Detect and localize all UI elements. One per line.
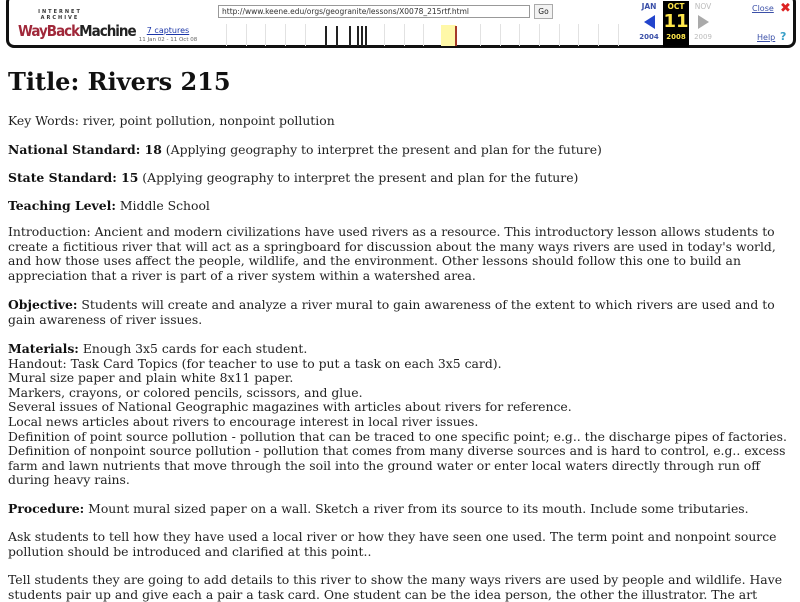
- year-tick: [598, 24, 599, 46]
- year-tick: [500, 24, 501, 46]
- prev-year[interactable]: 2004: [639, 33, 659, 41]
- paragraph-line: students pair up and give each a pair a task card. One student can be the idea person, the other the illustrator. The art: [8, 586, 758, 602]
- captures-info: [128, 26, 208, 43]
- intro-line: Introduction: Ancient and modern civilizations have used rivers as a resource. This introductory lesson allows students to: [8, 224, 775, 239]
- year-tick: [539, 24, 540, 46]
- national-standard-text: (Applying geography to interpret the present and plan for the future): [161, 142, 602, 157]
- intro-line: create a fictitious river that will act as a springboard for discussion about the many ways rivers are used in today's world,: [8, 238, 776, 254]
- current-capture-mark[interactable]: [455, 26, 457, 46]
- year-tick: [519, 24, 520, 46]
- materials-item: farm and lawn nutrients that move through the soil into the ground water or enter local waters directly through run off: [8, 457, 761, 473]
- materials-label: Materials:: [8, 341, 79, 356]
- state-standard: [8, 171, 578, 186]
- year-tick: [480, 24, 481, 46]
- materials-item: Markers, crayons, or colored pencils, scissors, and glue.: [8, 384, 363, 400]
- year-tick: [305, 24, 306, 46]
- lesson-document: [8, 60, 800, 602]
- year-tick: [559, 24, 560, 46]
- wayback-logo[interactable]: [18, 9, 136, 40]
- national-standard-label: National Standard: 18: [8, 142, 162, 157]
- paragraph-line: pollution should be introduced and clarified at this point..: [8, 543, 372, 559]
- intro-line: appreciation that a river is part of a river system within a watershed area.: [8, 267, 476, 283]
- help-icon[interactable]: ?: [780, 30, 787, 43]
- close-link[interactable]: Close: [752, 4, 774, 13]
- national-standard: [8, 143, 602, 158]
- year-tick: [285, 24, 286, 46]
- next-capture: [690, 1, 716, 41]
- materials-item: Handout: Task Card Topics (for teacher to use to put a task on each 3x5 card).: [8, 355, 502, 371]
- key-words: Key Words: river, point pollution, nonpoint pollution: [8, 113, 335, 128]
- year-tick: [423, 24, 424, 46]
- materials-item: Definition of nonpoint source pollution - pollution that comes from many diverse sources and is hard to control, e.g.. excess: [8, 443, 786, 459]
- year-tick: [246, 24, 247, 46]
- date-navigator: [636, 1, 716, 47]
- logo-wayback-machine: WayBackMachine: [18, 22, 136, 40]
- url-input[interactable]: http://www.keene.edu/orgs/geogranite/lessons/X0078_215rtf.html: [218, 5, 530, 18]
- year-tick: [226, 24, 227, 46]
- paragraph-line: Ask students to tell how they have used a local river or how they have seen one used. The term point and nonpoint source: [8, 529, 777, 544]
- procedure-text: Mount mural sized paper on a wall. Sketch a river from its source to its mouth. Include some tributaries.: [84, 501, 749, 516]
- go-button[interactable]: Go: [534, 4, 553, 19]
- captures-link[interactable]: 7 captures: [146, 26, 190, 35]
- introduction: [8, 225, 798, 283]
- procedure-step-tell: [8, 573, 798, 602]
- intro-line: and how those uses affect the people, wildlife, and the environment. Other lessons should follow this one to build an: [8, 253, 741, 269]
- objective-text-cont: gain awareness of river issues.: [8, 311, 203, 327]
- capture-mark[interactable]: [365, 26, 367, 46]
- next-year: 2009: [694, 33, 712, 41]
- materials-item: Mural size paper and plain white 8x11 paper.: [8, 370, 294, 386]
- materials-item: during heavy rains.: [8, 472, 130, 488]
- procedure-label: Procedure:: [8, 501, 85, 516]
- year-tick: [618, 24, 619, 46]
- capture-mark[interactable]: [325, 26, 327, 46]
- captures-range: 11 Jan 02 - 11 Oct 08: [138, 37, 198, 43]
- state-standard-text: (Applying geography to interpret the present and plan for the future): [138, 170, 579, 185]
- teaching-level-label: Teaching Level:: [8, 198, 116, 213]
- year-tick: [384, 24, 385, 46]
- objective-label: Objective:: [8, 297, 78, 312]
- next-arrow-icon: [698, 15, 709, 29]
- capture-mark[interactable]: [336, 26, 338, 46]
- materials: [8, 342, 800, 488]
- logo-internet-archive: INTERNET ARCHIVE: [38, 9, 82, 21]
- teaching-level-text: Middle School: [115, 198, 210, 213]
- teaching-level: [8, 199, 210, 214]
- capture-mark[interactable]: [357, 26, 359, 46]
- help-link[interactable]: Help: [757, 33, 776, 42]
- next-month: NOV: [694, 2, 712, 11]
- materials-item: Enough 3x5 cards for each student.: [78, 341, 308, 356]
- page-title: Title: Rivers 215: [8, 67, 231, 96]
- current-year-highlight: [441, 25, 456, 46]
- materials-item: Several issues of National Geographic magazines with articles about rivers for reference.: [8, 399, 572, 415]
- materials-item: Local news articles about rivers to encourage interest in local river issues.: [8, 413, 479, 429]
- capture-sparkline[interactable]: [212, 24, 622, 46]
- capture-mark[interactable]: [349, 26, 351, 46]
- objective-text: Students will create and analyze a river mural to gain awareness of the extent to which rivers are used and to: [77, 297, 775, 312]
- close-icon[interactable]: ✖: [780, 1, 791, 16]
- current-year: 2008: [666, 33, 686, 41]
- capture-mark[interactable]: [361, 26, 363, 46]
- prev-month[interactable]: JAN: [641, 2, 657, 11]
- state-standard-label: State Standard: 15: [8, 170, 139, 185]
- procedure: [8, 502, 749, 517]
- wayback-toolbar: [0, 0, 800, 52]
- year-tick: [265, 24, 266, 46]
- paragraph-line: Tell students they are going to add details to this river to show the many ways rivers are used by people and wildlife. Have: [8, 572, 783, 587]
- procedure-step-ask: [8, 530, 798, 559]
- current-capture: [663, 1, 689, 47]
- prev-capture[interactable]: [636, 1, 662, 41]
- current-day: 11: [663, 11, 689, 32]
- year-tick: [578, 24, 579, 46]
- objective: [8, 298, 798, 327]
- current-month: OCT: [667, 2, 685, 11]
- prev-arrow-icon[interactable]: [644, 15, 655, 29]
- materials-item: Definition of point source pollution - pollution that can be traced to one specific point; e.g.. the discharge pipes of factories.: [8, 428, 787, 444]
- year-tick: [404, 24, 405, 46]
